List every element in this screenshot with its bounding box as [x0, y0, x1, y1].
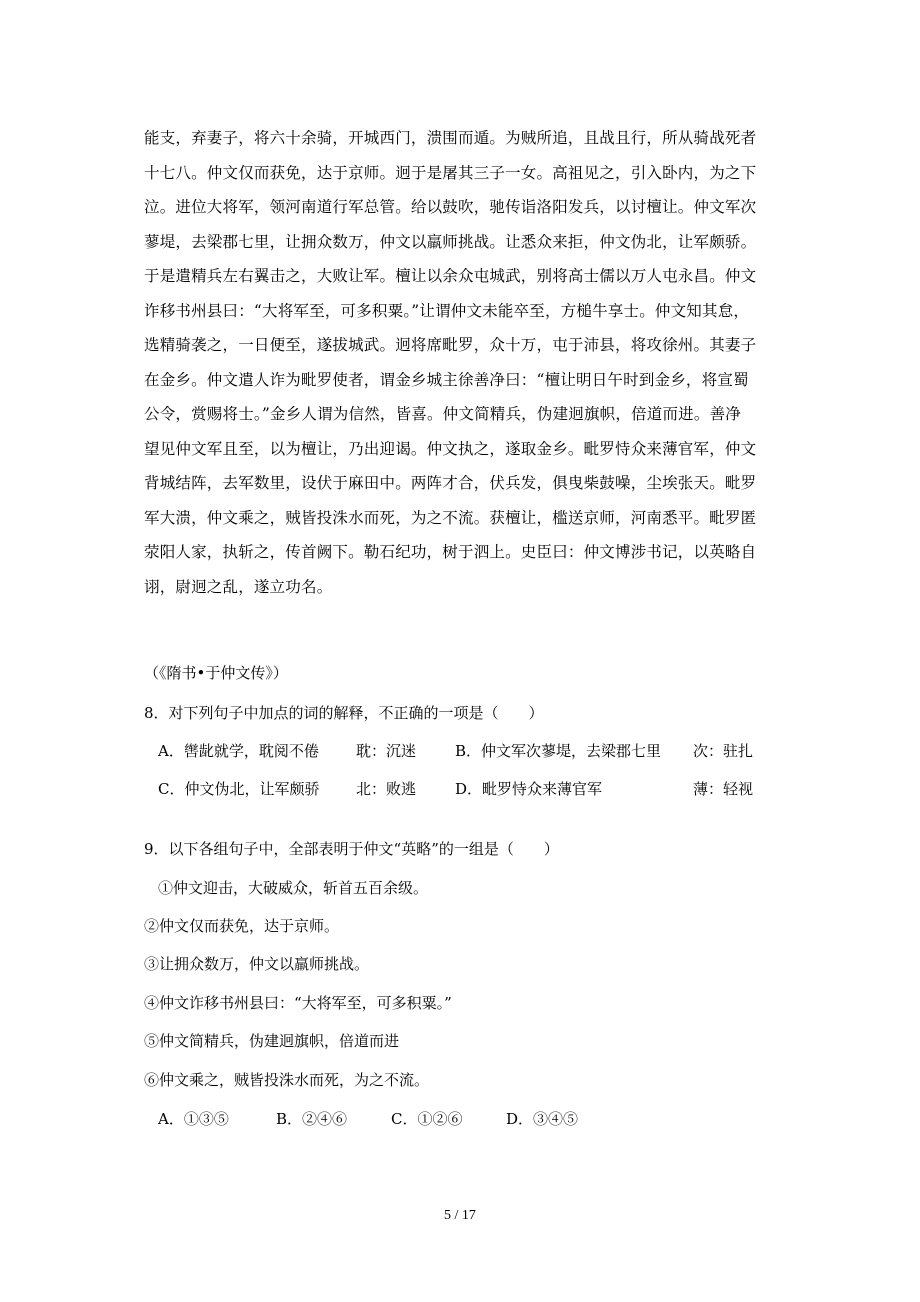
passage-line: 诈移书州县曰：“大将军至，可多积粟。”让谓仲文未能卒至，方槌牛享士。仲文知其怠，: [144, 301, 750, 320]
passage-line: 公令，赏赐将士。”金乡人谓为信然，皆喜。仲文简精兵，伪建迥旗帜，倍道而进。善净: [144, 405, 741, 423]
option-a-gloss: 耽：沉迷: [356, 742, 417, 760]
option-d-sentence: D．毗罗恃众来薄官军: [455, 780, 603, 798]
option-b-sentence: B．仲文军次蓼堤，去梁郡七里: [455, 742, 662, 760]
passage-line: 选精骑袭之，一日便至，遂拔城武。迥将席毗罗，众十万，屯于沛县，将攻徐州。其妻子: [144, 336, 757, 354]
passage-line: 军大溃，仲文乘之，贼皆投洙水而死，为之不流。获檀让，槛送京师，河南悉平。毗罗匿: [144, 508, 757, 527]
question-9-item: ④仲文诈移书州县曰：“大将军至，可多积粟。”: [144, 994, 452, 1012]
option-c: C．①②⑥: [391, 1110, 463, 1128]
passage-line: 背城结阵，去军数里，设伏于麻田中。两阵才合，伏兵发，俱曳柴鼓噪，尘埃张天。毗罗: [144, 474, 757, 492]
option-c-gloss: 北：败逃: [356, 780, 417, 798]
passage-line: 泣。进位大将军，领河南道行军总管。给以鼓吹，驰传诣洛阳发兵，以讨檀让。仲文军次: [144, 198, 757, 216]
option-b: B．②④⑥: [276, 1110, 348, 1128]
passage-line: 于是遣精兵左右翼击之，大败让军。檀让以余众屯城武，别将高士儒以万人屯永昌。仲文: [144, 267, 757, 285]
question-9-item: ⑥仲文乘之，贼皆投洙水而死，为之不流。: [144, 1071, 430, 1089]
passage-line: 蓼堤，去梁郡七里，让拥众数万，仲文以羸师挑战。让悉众来拒，仲文伪北，让军颇骄。: [144, 232, 757, 251]
passage-line: 诩，尉迥之乱，遂立功名。: [144, 577, 333, 596]
passage-line: 十七八。仲文仅而获免，达于京师。迥于是屠其三子一女。高祖见之，引入卧内，为之下: [144, 163, 757, 182]
passage-line: 荥阳人家，执斩之，传首阙下。勒石纪功，树于泗上。史臣曰：仲文博涉书记，以英略自: [144, 543, 757, 561]
option-d: D．③④⑤: [506, 1110, 579, 1128]
option-d-gloss: 薄：轻视: [693, 780, 754, 798]
passage-source: （《隋书•于仲文传》）: [144, 664, 288, 682]
question-9-item: ②仲文仅而获免，达于京师。: [144, 917, 340, 935]
passage-line: 能支，弃妻子，将六十余骑，开城西门，溃围而遁。为贼所追，且战且行，所从骑战死者: [144, 129, 757, 147]
question-9-item: ③让拥众数万，仲文以羸师挑战。: [144, 955, 370, 973]
option-a: A．①③⑤: [158, 1110, 229, 1128]
question-9-item: ⑤仲文简精兵，伪建迥旗帜，倍道而进: [144, 1032, 400, 1050]
option-a-sentence: A．辔龀就学，耽阅不倦: [158, 742, 319, 760]
option-c-sentence: C．仲文伪北，让军颇骄: [158, 780, 320, 798]
question-8-stem: 8．对下列句子中加点的词的解释，不正确的一项是（ ）: [144, 704, 544, 722]
passage-text: [144, 121, 784, 604]
question-9-stem: 9．以下各组句子中，全部表明于仲文“英略”的一组是（ ）: [144, 840, 559, 858]
option-b-gloss: 次：驻扎: [693, 742, 754, 760]
passage-line: 在金乡。仲文遣人诈为毗罗使者，谓金乡城主徐善净曰：“檀让明日午时到金乡，将宣蜀: [144, 370, 749, 389]
question-9-item: ①仲文迎击，大破威众，斩首五百余级。: [158, 879, 429, 897]
passage-line: 望见仲文军且至，以为檀让，乃出迎谒。仲文执之，遂取金乡。毗罗恃众来薄官军，仲文: [144, 439, 757, 458]
page-number: 5 / 17: [444, 1208, 476, 1223]
